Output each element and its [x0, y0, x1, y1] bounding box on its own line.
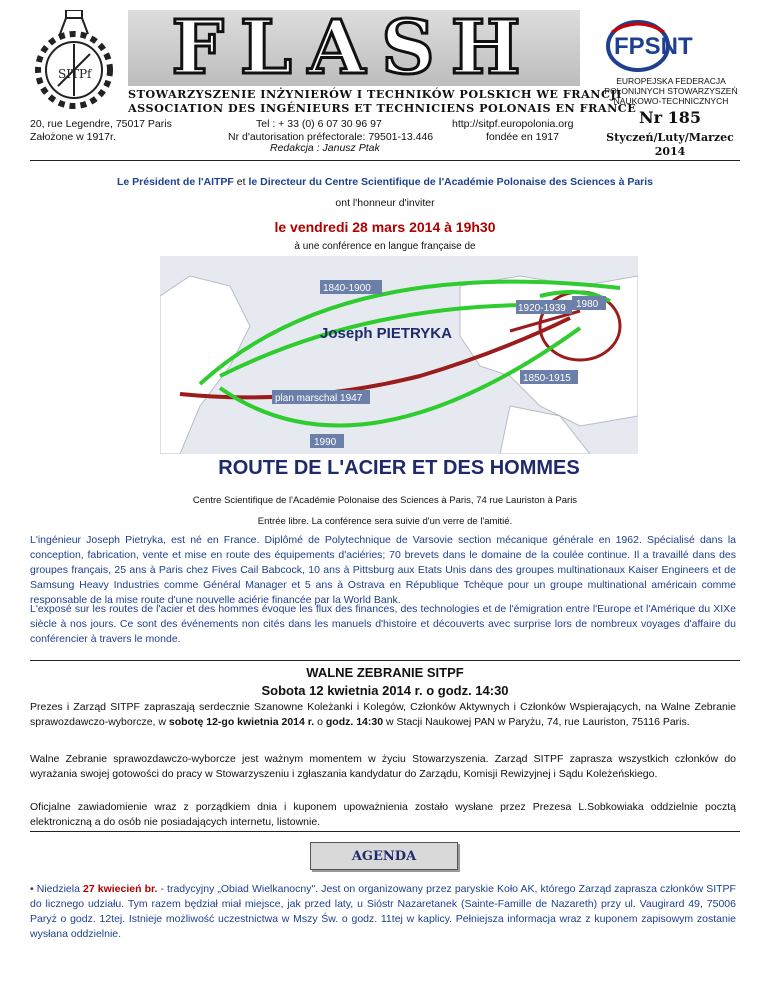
conference-title: ROUTE DE L'ACIER ET DES HOMMES — [218, 457, 580, 479]
federation-line1: EUROPEJSKA FEDERACJA — [616, 76, 726, 86]
sitpf-gear-logo-icon — [28, 10, 120, 118]
association-name-pl: STOWARZYSZENIE INŻYNIERÓW I TECHNIKÓW POLSKICH WE FRANCJI — [128, 87, 622, 101]
label-1990: 1990 — [314, 437, 337, 448]
walne-paragraph-2: Walne Zebranie sprawozdawczo-wyborcze jest ważnym momentem w życiu Stowarzyszenia. Zarząd SITPF zaprasza wszystkich członków do wyrażania swojej gotowości do pracy w Stowarzyszeniu i zgłaszania kandydatur do Zarządu, Komisji Rewizyjnej i Sądu Koleżeńskiego. — [30, 753, 736, 780]
label-marshall: plan marschal 1947 — [275, 393, 363, 404]
walne-heading: WALNE ZEBRANIE SITPF Sobota 12 kwietnia 2014 r. o godz. 14:30 — [261, 665, 509, 698]
founded-pl: Założone w 1917r. — [30, 131, 116, 143]
section-divider — [30, 660, 740, 661]
authorisation-number: Nr d'autorisation préfectorale: 79501-13.446 — [228, 131, 434, 143]
event-language: à une conférence en langue française de — [294, 241, 476, 252]
speaker-name: Joseph PIETRYKA — [320, 325, 452, 342]
header-divider — [30, 160, 740, 161]
federation-line2: POLONIJNYCH STOWARZYSZEŃ — [604, 86, 738, 96]
walne-paragraph-3: Oficjalne zawiadomienie wraz z porządkiem dnia i kuponem upoważnienia zostało wysłane przez Prezesa L.Sobkowiaka oddzielnie pocztą elektroniczną a do osób nie posiadających internetu, listownie. — [30, 801, 736, 828]
federation-line3: NAUKOWO-TECHNICZNYCH — [613, 96, 729, 106]
issue-date: Styczeń/Luty/Marzec 2014 — [606, 131, 734, 158]
svg-text:SITPf: SITPf — [58, 67, 92, 81]
event-date: le vendredi 28 mars 2014 à 19h30 — [274, 219, 496, 235]
label-1840: 1840-1900 — [323, 283, 371, 294]
label-1850: 1850-1915 — [523, 373, 571, 384]
label-1920: 1920-1939 — [518, 303, 566, 314]
agenda-item: • Niedziela 27 kwiecień br. - tradycyjny „Obiad Wielkanocny". Jest on organizowany przez paryskie Koło AK, którego Zarząd zaprasza członków SITPF do licznego udziału. Tym razem będział miał miejsce, jak przed laty, u Sióstr Nazaretanek (Sainte-Famille de Nazareth) przy ul. Vaugirard 49, 75006 Paryż o godz. 12tej. Istnieje możliwość uczestnictwa w Mszy Św. o godz. 11tej w kaplicy. Pełniejsza informacja wraz z kuponem zapisowym zostanie wysłana oddzielnie. — [30, 883, 736, 940]
walne-paragraph-1: Prezes i Zarząd SITPF zapraszają serdecznie Szanowne Koleżanki i Kolegów, Członków Aktywnych i Członków Wspierających, na Walne Zebranie sprawozdawczo-wyborcze, w sobotę 12-go kwietnia 2014 r. o godz. 14:30 w Stacji Naukowej PAN w Paryżu, 74, rue Lauriston, 75116 Paris. — [30, 701, 736, 728]
invitation-intro: ont l'honneur d'inviter — [335, 197, 435, 209]
route-map — [160, 256, 638, 454]
association-name-fr: ASSOCIATION DES INGÉNIEURS ET TECHNICIENS POLONAIS EN FRANCE — [128, 101, 637, 115]
newsletter-title: FLASH — [128, 10, 580, 86]
entry-note: Entrée libre. La conférence sera suivie d'un verre de l'amitié. — [257, 516, 513, 527]
svg-text:FPSNT: FPSNT — [614, 33, 693, 60]
address: 20, rue Legendre, 75017 Paris — [30, 118, 172, 130]
agenda-heading: AGENDA — [310, 842, 458, 870]
telephone: Tel : + 33 (0) 6 07 30 96 97 — [256, 118, 382, 130]
efpsnt-logo-icon — [590, 12, 740, 74]
founded-fr: fondée en 1917 — [486, 131, 559, 143]
invitation-hosts: Le Président de l'AITPF et le Directeur du Centre Scientifique de l'Académie Polonaise des Sciences à Paris — [116, 176, 654, 188]
talk-summary: L'exposé sur les routes de l'acier et des hommes évoque les flux des finances, des technologies et de l'émigration entre l'Europe et l'Amérique du XIXe siècle à nos jours. Ce sont des événements non cités dans les manuels d'histoire et découverts avec surprise lors de nombreux voyages d'affaire du conférencier à travers le monde. — [30, 603, 736, 645]
venue: Centre Scientifique de l'Académie Polonaise des Sciences à Paris, 74 rue Lauriston à Paris — [192, 495, 578, 506]
editor: Redakcja : Janusz Ptak — [270, 142, 380, 154]
website-link[interactable]: http://sitpf.europolonia.org — [452, 118, 574, 130]
issue-number: Nr 185 — [638, 108, 702, 127]
agenda-divider — [30, 831, 740, 832]
label-1980: 1980 — [576, 299, 599, 310]
speaker-bio: L'ingénieur Joseph Pietryka, est né en France. Diplômé de Polytechnique de Varsovie section mécanique générale en 1962. Spécialisé dans la conception, fabrication, vente et mise en route des équipements d'aciéries; 70 brevets dans le domaine de la coulée continue. Il a travaillé dans des groupes français, 25 ans à Paris chez Fives Cail Babcock, 10 ans à Pittsburg aux Etats Unis dans des groupes multinationaux Kaiser Engineers et de Samsung Heavy Industries comme Général Manager et 5 ans à Ostrava en République Tchèque pour un groupe multinational américain comme responsable de la mise route d'une nouvelle aciérie financée par la World Bank. — [30, 534, 736, 606]
